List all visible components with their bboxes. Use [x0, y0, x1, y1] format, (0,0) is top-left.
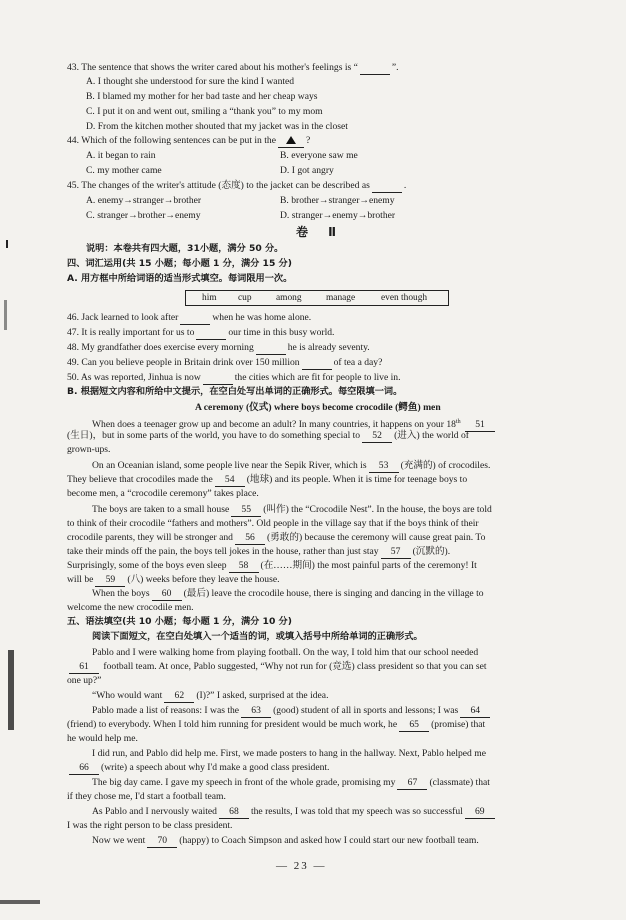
word-bank-item: among [276, 293, 302, 303]
passage-line: (生日)，but in some parts of the world, you have to do something special to 52 (进入) the world of [67, 430, 469, 441]
passage-line: Now we went 70 (happy) to Coach Simpson and asked how I could start our new football team. [92, 835, 479, 846]
passage-line: Pablo and I were walking home from playing football. On the way, I told him that our school needed [92, 647, 479, 658]
q44-option-a: A. it began to rain [86, 150, 156, 161]
q43-option-a: A. I thought she understood for sure the kind I wanted [86, 76, 295, 87]
passage-line: will be 59 (八) weeks before they leave the house. [67, 574, 280, 585]
q45-option-a: A. enemy→stranger→brother [86, 195, 202, 206]
passage-title: A ceremony (仪式) where boys become crocodile (鳄鱼) men [195, 402, 441, 413]
scan-mark [0, 900, 40, 904]
word-bank-item: cup [238, 293, 252, 303]
passage-line: As Pablo and I nervously waited 68 the results, I was told that my speech was so successful 69 [92, 806, 497, 819]
passage-line: The boys are taken to a small house 55 (叫作) the “Crocodile Nest”. In the house, the boys are told [92, 504, 492, 515]
passage-line: crocodile parents, they will be stronger and 56 (勇敢的) because the ceremony will cause great pain. To [67, 532, 486, 543]
passage-line: one up?” [67, 675, 102, 686]
q45-option-d: D. stranger→enemy→brother [280, 210, 396, 221]
section-note: 说明：本卷共有四大题，31小题，满分 50 分。 [86, 243, 284, 254]
triangle-marker-icon [286, 136, 296, 144]
scan-mark [6, 240, 8, 248]
passage-line: become men, a “crocodile ceremony” takes place. [67, 488, 259, 499]
q45-stem: 45. The changes of the writer's attitude (态度) to the jacket can be described as . [67, 180, 407, 191]
passage-line: 66 (write) a speech about why I'd make a good class president. [67, 762, 329, 775]
passage-line: The big day came. I gave my speech in front of the whole grade, promising my 67 (classmate) that [92, 777, 490, 788]
q49: 49. Can you believe people in Britain drink over 150 million of tea a day? [67, 357, 383, 368]
q45-option-c: C. stranger→brother→enemy [86, 210, 201, 221]
q43-option-b: B. I blamed my mother for her bad taste and her cheap ways [86, 91, 318, 102]
passage-line: I was the right person to be class president. [67, 820, 233, 831]
q47: 47. It is really important for us to our time in this busy world. [67, 327, 335, 338]
passage-line: I did run, and Pablo did help me. First, we made posters to hang in the hallway. Next, Pablo helped me [92, 748, 486, 759]
passage-line: he would help me. [67, 733, 138, 744]
passage-line: grown-ups. [67, 444, 111, 455]
scan-mark [8, 650, 14, 730]
part4-title: 四、词汇运用(共 15 小题；每小题 1 分，满分 15 分) [67, 258, 292, 269]
part5-title: 五、语法填空(共 10 小题；每小题 1 分，满分 10 分) [67, 616, 292, 627]
section-title: 卷 Ⅱ [296, 225, 345, 239]
q44-stem: 44. Which of the following sentences can be put in the ? [67, 135, 311, 146]
passage-line: to think of their crocodile “fathers and mothers”. Old people in the village say that if the boys think of their [67, 518, 479, 529]
passage-line: if they chose me, I'd start a football team. [67, 791, 226, 802]
passage-line: welcome the new crocodile men. [67, 602, 194, 613]
word-bank-item: even though [381, 293, 428, 303]
passage-line: Pablo made a list of reasons: I was the 63 (good) student of all in sports and lessons; I was 64 [92, 705, 492, 718]
passage-line: They believe that crocodiles made the 54 (地球) and its people. When it is time for teenage boys to [67, 474, 468, 485]
q43-stem: 43. The sentence that shows the writer cared about his mother's feelings is “ ”. [67, 62, 399, 73]
passage-line: When the boys 60 (最后) leave the crocodile house, there is singing and dancing in the village to [92, 588, 484, 599]
q44-option-c: C. my mother came [86, 165, 162, 176]
part5-instructions: 阅读下面短文，在空白处填入一个适当的词，或填入括号中所给单词的正确形式。 [92, 631, 423, 642]
passage-line: On an Oceanian island, some people live near the Sepik River, which is 53 (充满的) of crocodiles. [92, 460, 491, 471]
passage-line: “Who would want 62 (I)?” I asked, surprised at the idea. [92, 690, 329, 701]
passage-line: When does a teenager grow up and become an adult? In many countries, it happens on your 18th 51 [92, 416, 497, 432]
word-bank-box [185, 290, 449, 306]
passage-line: take their minds off the pain, the boys tell jokes in the house, rather than just stay 57 (沉默的). [67, 546, 451, 557]
q46: 46. Jack learned to look after when he was home alone. [67, 312, 312, 323]
q44-option-b: B. everyone saw me [280, 150, 358, 161]
word-bank-item: manage [326, 293, 356, 303]
page-number: — 23 — [276, 860, 327, 872]
q48: 48. My grandfather does exercise every morning he is already seventy. [67, 342, 370, 353]
scan-mark [4, 300, 7, 330]
q45-option-b: B. brother→stranger→enemy [280, 195, 395, 206]
passage-line: (friend) to everybody. When I told him running for president would be much work, he 65 (promise) that [67, 719, 486, 730]
word-bank-item: him [202, 293, 217, 303]
q50: 50. As was reported, Jinhua is now the cities which are fit for people to live in. [67, 372, 401, 383]
passage-line: Surprisingly, some of the boys even sleep 58 (在……期间) the most painful parts of the ceremony! It [67, 560, 477, 571]
part4-a-instructions: A. 用方框中所给词语的适当形式填空。每词限用一次。 [67, 273, 293, 284]
q43-option-d: D. From the kitchen mother shouted that my jacket was in the closet [86, 121, 348, 132]
q44-option-d: D. I got angry [280, 165, 334, 176]
q43-option-c: C. I put it on and went out, smiling a “thank you” to my mom [86, 106, 323, 117]
part4-b-instructions: B. 根据短文内容和所给中文提示，在空白处写出单词的正确形式。每空限填一词。 [67, 386, 403, 397]
passage-line: 61 football team. At once, Pablo suggested, “Why not run for (竞选) class president so that you can set [67, 661, 487, 674]
